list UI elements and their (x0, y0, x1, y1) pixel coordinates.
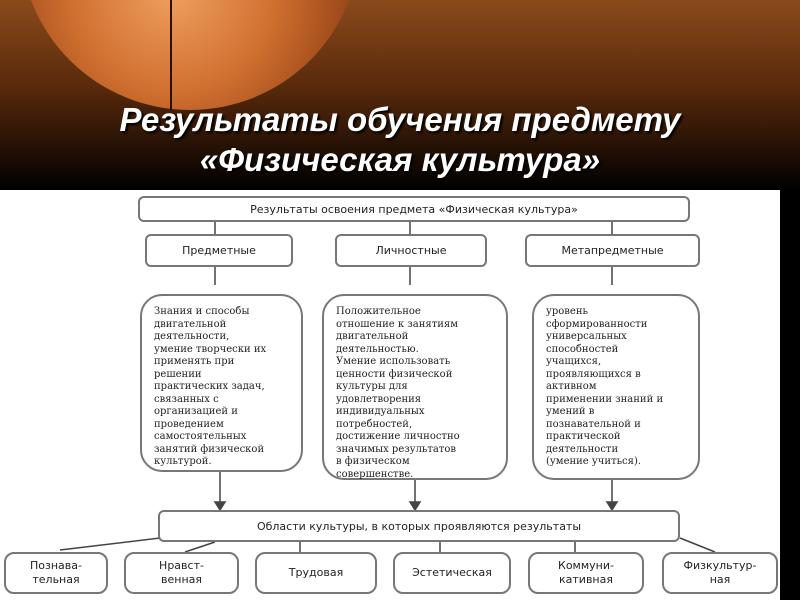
category-metasubject: Метапредметные (525, 234, 700, 267)
description-subject-text: Знания и способы двигательной деятельности, умение творчески их применять при решении практических задач, связанных с организацией и проведением самостоятельных занятий физической культурой. (154, 306, 267, 467)
category-subject: Предметные (145, 234, 293, 267)
areas-box: Области культуры, в которых проявляются результаты (158, 510, 680, 542)
area-moral: Нравст- венная (124, 552, 239, 594)
area-communicative: Коммуни- кативная (528, 552, 644, 594)
category-personal: Личностные (335, 234, 487, 267)
basketball-seam (170, 0, 172, 110)
description-subject (140, 294, 303, 472)
description-personal (322, 294, 508, 480)
header-banner (0, 0, 800, 190)
description-metasubject-text: уровень сформированности универсальных способностей учащихся, проявляющихся в активном применении знаний и умений в познавательной и практической деятельности (умение учиться). (546, 306, 664, 467)
root-box: Результаты освоения предмета «Физическая культура» (138, 196, 690, 222)
area-aesthetic: Эстетическая (393, 552, 511, 594)
description-personal-text: Положительное отношение к занятиям двигательной деятельностью. Умение использовать ценности физической культуры для удовлетворения индивидуальных потребностей, достижение личностно значимых результатов в физическом совершенстве. (336, 306, 460, 480)
basketball-image (20, 0, 360, 110)
slide-title: Результаты обучения предмету «Физическая культура» (119, 101, 681, 178)
description-metasubject (532, 294, 700, 480)
area-cognitive: Познава- тельная (4, 552, 108, 594)
area-labor: Трудовая (255, 552, 377, 594)
results-diagram (0, 190, 780, 600)
area-physical-culture: Физкультур- ная (662, 552, 778, 594)
